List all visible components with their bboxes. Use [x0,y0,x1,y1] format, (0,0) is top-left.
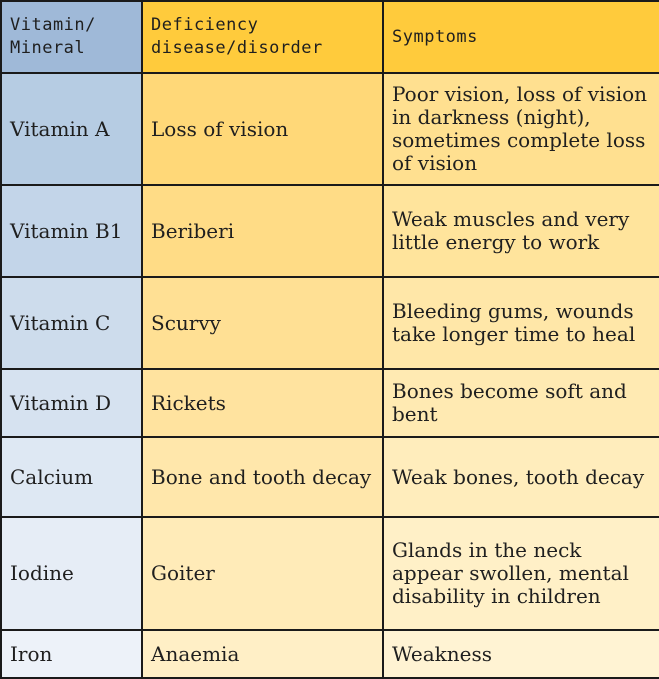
table-row [1,437,659,517]
symptoms-cell: Weak bones, tooth decay [383,437,659,517]
symptoms-cell: Poor vision, loss of vision in darkness (night), sometimes complete loss of vision [383,73,659,185]
disease-cell: Beriberi [142,185,383,277]
table-row [1,630,659,678]
nutrient-cell: Vitamin B1 [1,185,142,277]
table-row [1,517,659,630]
header-nutrient: Vitamin/ Mineral [1,1,142,73]
nutrient-cell: Vitamin C [1,277,142,369]
symptoms-cell: Bones become soft and bent [383,369,659,437]
nutrient-cell: Vitamin D [1,369,142,437]
disease-cell: Anaemia [142,630,383,678]
nutrient-cell: Iodine [1,517,142,630]
disease-cell: Scurvy [142,277,383,369]
table-row [1,73,659,185]
symptoms-cell: Glands in the neck appear swollen, mental disability in children [383,517,659,630]
disease-cell: Goiter [142,517,383,630]
nutrient-cell: Calcium [1,437,142,517]
symptoms-cell: Weakness [383,630,659,678]
table-row [1,277,659,369]
disease-cell: Rickets [142,369,383,437]
nutrient-cell: Iron [1,630,142,678]
disease-cell: Bone and tooth decay [142,437,383,517]
header-row [1,1,659,73]
table-row [1,369,659,437]
symptoms-cell: Weak muscles and very little energy to work [383,185,659,277]
header-disease: Deficiency disease/disorder [142,1,383,73]
symptoms-cell: Bleeding gums, wounds take longer time to heal [383,277,659,369]
nutrient-cell: Vitamin A [1,73,142,185]
table-row [1,185,659,277]
disease-cell: Loss of vision [142,73,383,185]
header-symptoms: Symptoms [383,1,659,73]
